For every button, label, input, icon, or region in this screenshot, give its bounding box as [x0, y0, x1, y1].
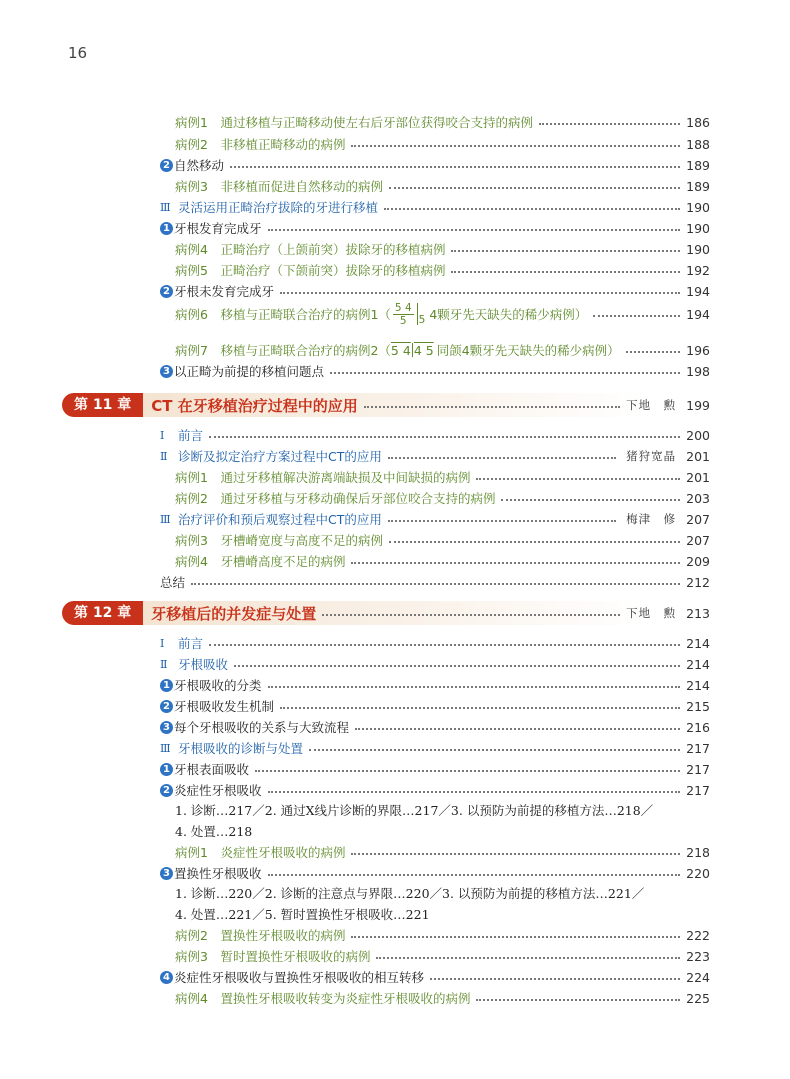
entry-page: 222 [686, 927, 710, 943]
entry-page: 198 [686, 363, 710, 379]
entry-label: 炎症性牙根吸收 [174, 783, 262, 798]
toc-entry[interactable] [160, 218, 710, 238]
entry-page: 203 [686, 490, 710, 506]
leader-dots [389, 541, 680, 543]
entry-label: 牙根吸收的分类 [174, 678, 262, 693]
case6-frac-bottom: 5 [399, 314, 407, 327]
number-1-icon: 1 [160, 222, 173, 235]
entry-label: 病例4 正畸治疗（上颌前突）拔除牙的移植病例 [175, 242, 446, 257]
toc-entry[interactable] [160, 281, 710, 301]
toc-entry[interactable] [160, 696, 710, 716]
entry-label: 前言 [178, 636, 204, 651]
entry-author: 梅津 修 [626, 512, 677, 526]
number-2-icon: 2 [160, 784, 173, 797]
sub-entry-line: 1. 诊断…217／2. 通过X线片诊断的界限…217／3. 以预防为前提的移植方法…218／ [175, 803, 654, 818]
leader-dots [430, 978, 680, 980]
toc-entry[interactable] [160, 197, 710, 217]
entry-label: 牙根发育完成牙 [174, 221, 262, 236]
number-2-icon: 2 [160, 700, 173, 713]
leader-dots [593, 315, 680, 317]
leader-dots [280, 707, 680, 709]
entry-label: 病例1 炎症性牙根吸收的病例 [175, 845, 346, 860]
toc-entry[interactable] [160, 446, 710, 466]
leader-dots [230, 166, 680, 168]
toc-entry[interactable] [175, 467, 710, 487]
toc-entry-bullet-3[interactable] [160, 361, 710, 381]
entry-page: 189 [686, 157, 710, 173]
toc-entry[interactable] [160, 572, 710, 592]
entry-label: 以正畸为前提的移植问题点 [174, 364, 325, 379]
entry-page: 201 [686, 469, 710, 485]
chapter-11-heading[interactable] [62, 393, 710, 417]
toc-entry[interactable] [175, 988, 710, 1008]
toc-entry[interactable] [175, 551, 710, 571]
toc-entry[interactable] [160, 155, 710, 175]
leader-dots [388, 457, 616, 459]
chapter-page: 199 [686, 397, 710, 413]
entry-page: 218 [686, 844, 710, 860]
entry-page: 216 [686, 719, 710, 735]
entry-label: 每个牙根吸收的关系与大致流程 [174, 720, 350, 735]
entry-page: 220 [686, 865, 710, 881]
entry-label: 病例2 通过牙移植与牙移动确保后牙部位咬合支持的病例 [175, 491, 496, 506]
leader-dots [355, 728, 680, 730]
case6-label-pre: 病例6 移植与正畸联合治疗的病例1（ [175, 307, 391, 322]
entry-page: 217 [686, 761, 710, 777]
entry-author: 猪狩宽晶 [626, 449, 677, 463]
entry-label: 牙根吸收发生机制 [174, 699, 275, 714]
entry-label: 病例4 置换性牙根吸收转变为炎症性牙根吸收的病例 [175, 991, 471, 1006]
entry-page: 224 [686, 969, 710, 985]
entry-page: 225 [686, 990, 710, 1006]
toc-entry-case7[interactable] [175, 340, 710, 360]
entry-page: 190 [686, 199, 710, 215]
entry-label: 灵活运用正畸治疗拔除的牙进行移植 [178, 200, 379, 215]
entry-page: 186 [686, 114, 710, 130]
entry-label: 牙根未发育完成牙 [174, 284, 275, 299]
leader-dots [376, 957, 680, 959]
leader-dots [364, 406, 620, 408]
entry-label: 炎症性牙根吸收与置换性牙根吸收的相互转移 [174, 970, 425, 985]
toc-entry[interactable] [175, 134, 710, 154]
chapter-author: 下地 勲 [626, 398, 677, 412]
leader-dots [351, 853, 680, 855]
case7-label-post: 同颌4颗牙先天缺失的稀少病例） [436, 343, 620, 358]
leader-dots [309, 749, 680, 751]
entry-page: 214 [686, 656, 710, 672]
toc-entry[interactable] [160, 654, 710, 674]
leader-dots [389, 187, 680, 189]
case7-page: 196 [686, 342, 710, 358]
entry-label: 前言 [178, 428, 204, 443]
leader-dots [268, 791, 681, 793]
entry-label: 总结 [160, 575, 186, 590]
case6-page: 194 [686, 306, 710, 322]
leader-dots [209, 436, 680, 438]
leader-dots [351, 145, 680, 147]
leader-dots [255, 770, 680, 772]
toc-entry[interactable] [160, 675, 710, 695]
leader-dots [268, 686, 681, 688]
entry-page: 190 [686, 241, 710, 257]
number-1-icon: 1 [160, 763, 173, 776]
toc-entry[interactable] [175, 176, 710, 196]
case7-divider [412, 343, 413, 357]
leader-dots [476, 478, 680, 480]
sub-entry-line: 4. 处置…221／5. 暂时置换性牙根吸收…221 [175, 907, 430, 922]
leader-dots [268, 874, 681, 876]
number-3-icon: 3 [160, 721, 173, 734]
leader-dots [330, 372, 680, 374]
section-numeral: Ⅲ [160, 512, 171, 526]
entry-page: 209 [686, 553, 710, 569]
entry-label: 置换性牙根吸收 [174, 866, 262, 881]
leader-dots [451, 250, 680, 252]
entry-page: 190 [686, 220, 710, 236]
entry-label: 病例1 通过移植与正畸移动使左右后牙部位获得咬合支持的病例 [175, 115, 533, 130]
number-3-icon: 3 [160, 365, 173, 378]
section-numeral: Ⅰ [160, 636, 165, 650]
leader-dots [322, 614, 620, 616]
entry-page: 215 [686, 698, 710, 714]
number-2-icon: 2 [160, 285, 173, 298]
leader-dots [451, 271, 680, 273]
case6-frac-top: 5 4 [394, 301, 412, 314]
section-numeral: Ⅲ [160, 200, 171, 214]
toc-entry[interactable] [160, 863, 710, 883]
page-number: 16 [68, 44, 88, 62]
entry-label: 病例4 牙槽嵴高度不足的病例 [175, 554, 346, 569]
entry-label: 病例1 通过牙移植解决游离端缺损及中间缺损的病例 [175, 470, 471, 485]
chapter-badge: 第 11 章 [62, 393, 143, 417]
entry-page: 217 [686, 740, 710, 756]
leader-dots [351, 936, 680, 938]
section-numeral: Ⅰ [160, 428, 165, 442]
leader-dots [539, 123, 680, 125]
toc-entry-case6[interactable] [175, 302, 710, 326]
entry-label: 病例3 非移植而促进自然移动的病例 [175, 179, 383, 194]
entry-page: 207 [686, 511, 710, 527]
toc-entry[interactable] [160, 717, 710, 737]
entry-label: 牙根吸收 [178, 657, 229, 672]
entry-label: 诊断及拟定治疗方案过程中CT的应用 [178, 449, 382, 464]
section-numeral: Ⅱ [160, 657, 168, 671]
toc-entry[interactable] [175, 260, 710, 280]
toc-entry[interactable] [160, 967, 710, 987]
entry-page: 217 [686, 782, 710, 798]
toc-entry[interactable] [160, 759, 710, 779]
leader-dots [501, 499, 680, 501]
section-numeral: Ⅱ [160, 449, 168, 463]
number-4-icon: 4 [160, 971, 173, 984]
case7-teeth-left: 5 4 [390, 342, 411, 358]
entry-label: 病例2 置换性牙根吸收的病例 [175, 928, 346, 943]
section-numeral: Ⅲ [160, 741, 171, 755]
entry-page: 212 [686, 574, 710, 590]
entry-label: 牙根表面吸收 [174, 762, 250, 777]
sub-entry-line: 1. 诊断…220／2. 诊断的注意点与界限…220／3. 以预防为前提的移植方法…221／ [175, 886, 645, 901]
toc-entry[interactable] [175, 925, 710, 945]
entry-label: 病例3 暂时置换性牙根吸收的病例 [175, 949, 371, 964]
entry-page: 194 [686, 283, 710, 299]
entry-label: 病例3 牙槽嵴宽度与高度不足的病例 [175, 533, 383, 548]
entry-page: 189 [686, 178, 710, 194]
toc-entry[interactable] [160, 633, 710, 653]
leader-dots [268, 229, 681, 231]
leader-dots [351, 562, 680, 564]
chapter-page: 213 [686, 605, 710, 621]
toc-entry[interactable] [160, 425, 710, 445]
chapter-12-heading[interactable] [62, 601, 710, 625]
chapter-title: 牙移植后的并发症与处置 [151, 604, 317, 623]
chapter-title: CT 在牙移植治疗过程中的应用 [151, 396, 358, 415]
entry-page: 201 [686, 448, 710, 464]
case7-label-pre: 病例7 移植与正畸联合治疗的病例2（ [175, 343, 391, 358]
leader-dots [191, 583, 680, 585]
number-2-icon: 2 [160, 159, 173, 172]
leader-dots [280, 292, 680, 294]
entry-label: 自然移动 [174, 158, 225, 173]
entry-page: 207 [686, 532, 710, 548]
entry-page: 223 [686, 948, 710, 964]
toc-entry[interactable] [175, 239, 710, 259]
entry-label: 牙根吸收的诊断与处置 [178, 741, 304, 756]
case6-divider [417, 303, 418, 325]
toc-entry[interactable] [175, 530, 710, 550]
entry-page: 214 [686, 677, 710, 693]
case6-frac-bottom-right: 5 [418, 314, 426, 326]
chapter-author: 下地 勲 [626, 606, 677, 620]
entry-label: 治疗评价和预后观察过程中CT的应用 [178, 512, 382, 527]
entry-label: 病例2 非移植正畸移动的病例 [175, 137, 346, 152]
entry-page: 200 [686, 427, 710, 443]
sub-entry-line: 4. 处置…218 [175, 824, 253, 839]
entry-page: 192 [686, 262, 710, 278]
case6-fraction [393, 302, 414, 327]
entry-page: 188 [686, 136, 710, 152]
toc-entry[interactable] [175, 112, 710, 132]
leader-dots [626, 351, 680, 353]
toc-entry[interactable] [175, 946, 710, 966]
leader-dots [384, 208, 680, 210]
toc-entry[interactable] [175, 842, 710, 862]
toc-entry[interactable] [175, 488, 710, 508]
leader-dots [209, 644, 680, 646]
number-1-icon: 1 [160, 679, 173, 692]
case7-teeth-right: 4 5 [413, 342, 434, 358]
toc-entry[interactable] [160, 509, 710, 529]
chapter-badge: 第 12 章 [62, 601, 143, 625]
case6-label-post: 4颗牙先天缺失的稀少病例） [429, 307, 588, 322]
toc-entry[interactable] [160, 738, 710, 758]
number-3-icon: 3 [160, 867, 173, 880]
toc-entry[interactable] [160, 780, 710, 800]
leader-dots [388, 520, 616, 522]
leader-dots [234, 665, 680, 667]
leader-dots [476, 999, 680, 1001]
entry-label: 病例5 正畸治疗（下颌前突）拔除牙的移植病例 [175, 263, 446, 278]
entry-page: 214 [686, 635, 710, 651]
